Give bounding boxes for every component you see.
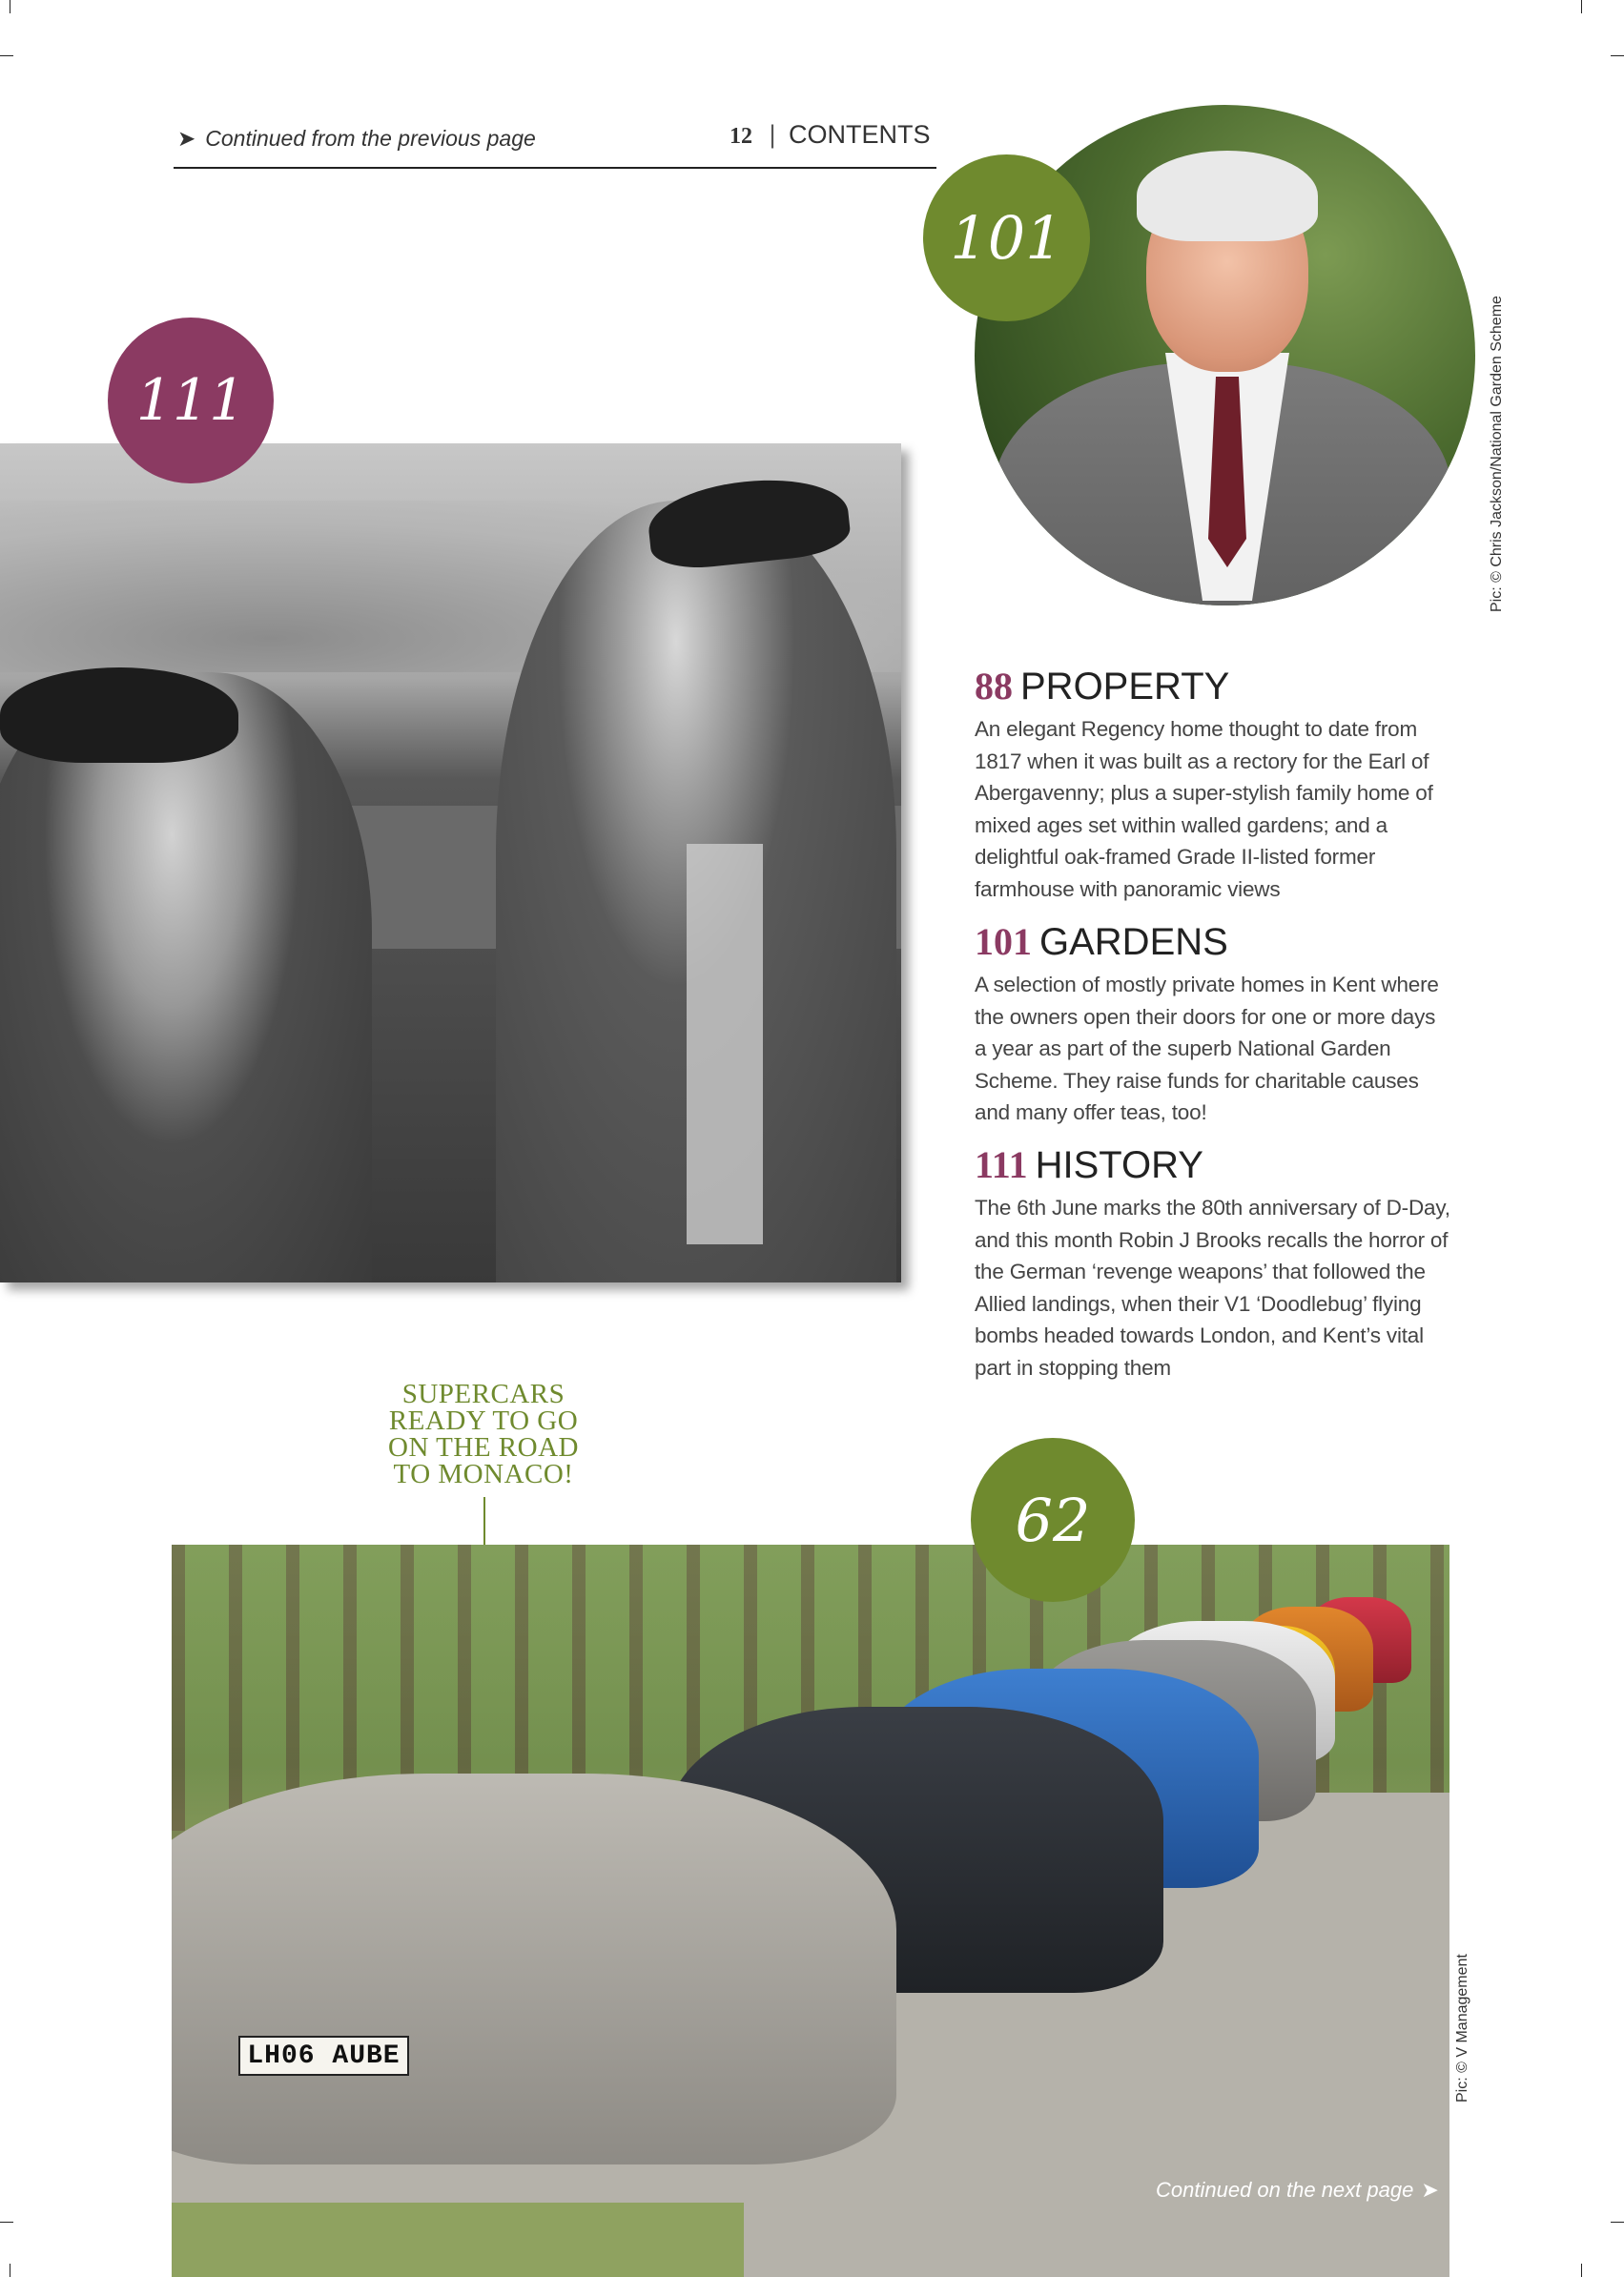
gardens-page-badge: 101 [923,154,1090,321]
article-gardens [975,920,1451,1129]
article-heading [975,920,1451,963]
header-rule [174,167,936,169]
article-summary: An elegant Regency home thought to date from 1817 when it was built as a rectory for the Earl of Abergavenny; plus a super-stylish family home of mixed ages set within walled gardens; and a delightful oak-framed Grade II-listed former farmhouse with panoramic views [975,717,1433,901]
section-title: CONTENTS [789,120,931,149]
article-heading [975,667,1451,706]
portrait-credit: Pic: © Chris Jackson/National Garden Scheme [1489,296,1505,612]
arrow-right-icon: ➤ [177,126,196,151]
arrow-right-icon: ➤ [1421,2178,1439,2202]
article-page-number: 101 [975,920,1032,963]
article-summary: A selection of mostly private homes in Kent where the owners open their doors for one or more days a year as part of the superb National Garden Scheme. They raise funds for charitable causes and many offer teas, too! [975,973,1439,1124]
crop-mark [1611,2222,1624,2223]
crop-mark [0,2222,13,2223]
article-summary: The 6th June marks the 80th anniversary of D-Day, and this month Robin J Brooks recalls the horror of the German ‘revenge weapons’ that followed the Allied landings, when their V1 ‘Doodlebug’ flying bombs headed towards London, and Kent’s vital part in stopping them [975,1196,1450,1380]
cars-credit: Pic: © V Management [1454,1954,1470,2103]
car [172,1774,896,2164]
article-heading [975,1143,1451,1186]
continued-from-previous: ➤ Continued from the previous page [177,126,536,151]
crop-mark [1611,55,1624,56]
number-plate: LH06 AUBE [238,2036,409,2076]
article-page-number: 111 [975,1143,1028,1186]
crop-mark [1581,2264,1582,2277]
history-photo [0,443,901,1282]
article-title: PROPERTY [1020,666,1230,708]
crop-mark [0,55,13,56]
page-number: 12 [730,124,752,149]
supercars-caption: SUPERCARS READY TO GO ON THE ROAD TO MONACO! [388,1379,579,1489]
article-page-number: 88 [975,665,1013,708]
article-history [975,1143,1451,1384]
article-title: GARDENS [1039,921,1228,963]
continued-on-next: Continued on the next page ➤ [1156,2178,1439,2202]
article-title: HISTORY [1035,1144,1203,1186]
history-page-badge: 111 [108,318,274,483]
page-header [730,120,931,150]
header-separator: | [769,120,776,149]
supercars-photo [172,1545,1449,2277]
supercars-page-badge: 62 [971,1438,1135,1602]
crop-mark [1581,0,1582,13]
article-property [975,667,1451,905]
